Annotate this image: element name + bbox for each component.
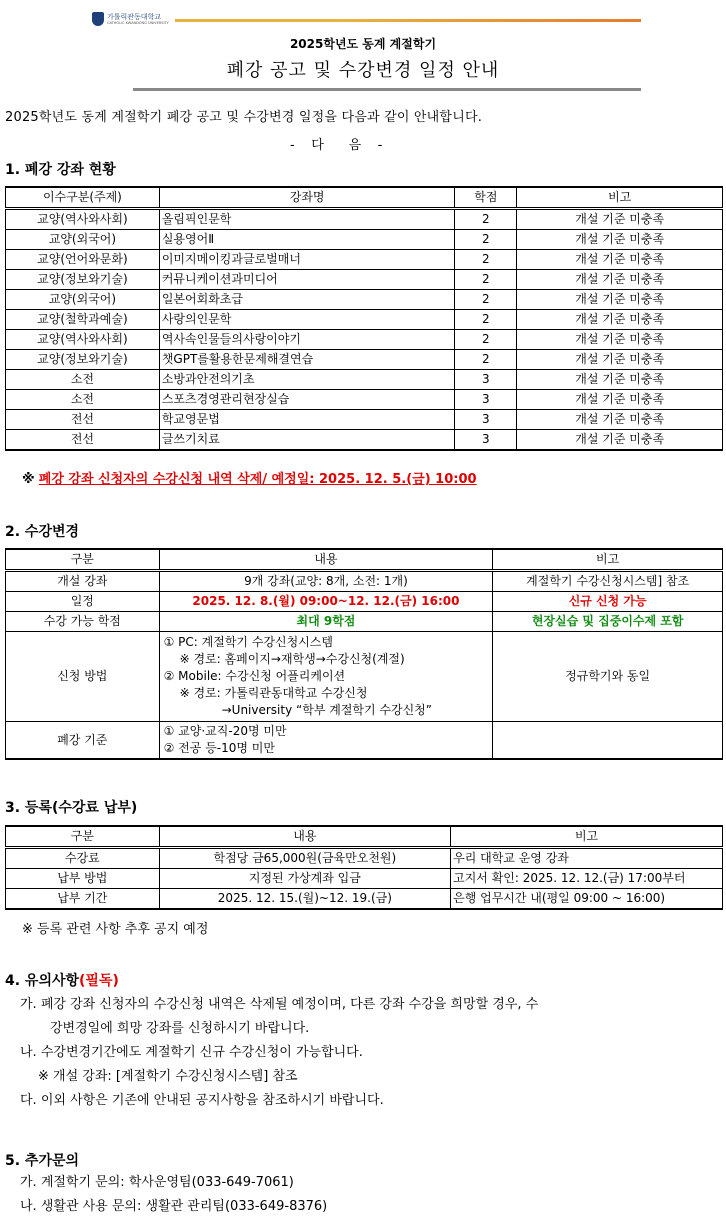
course-credits: 2 xyxy=(455,350,517,370)
must-read-label: (필독) xyxy=(79,973,119,989)
course-credits: 2 xyxy=(455,250,517,270)
closed-courses-table xyxy=(5,186,723,451)
course-note: 개설 기준 미충족 xyxy=(517,310,723,330)
course-category: 소전 xyxy=(6,370,160,390)
row-label: 신청 방법 xyxy=(6,632,160,722)
table-header-row xyxy=(6,549,723,571)
section2-heading: 2. 수강변경 xyxy=(5,524,80,540)
notice-items xyxy=(20,993,726,1113)
course-credits: 3 xyxy=(455,410,517,430)
course-category: 교양(철학과예술) xyxy=(6,310,160,330)
method-line: ※ 경로: 가톨릭관동대학교 수강신청 xyxy=(179,686,368,700)
col-header: 학점 xyxy=(455,187,517,209)
intro-text: 2025학년도 동계 계절학기 폐강 공고 및 수강변경 일정을 다음과 같이 안내합니다. xyxy=(5,110,483,125)
row-note xyxy=(493,722,723,760)
schedule-value: 2025. 12. 8.(월) 09:00~12. 12.(금) 16:00 xyxy=(159,592,493,612)
section3-heading: 3. 등록(수강료 납부) xyxy=(5,800,138,816)
header-rule xyxy=(175,19,641,22)
course-category: 전선 xyxy=(6,410,160,430)
table-header-row xyxy=(6,187,723,209)
col-header: 이수구분(주제) xyxy=(6,187,160,209)
method-line: ② Mobile: 수강신청 어플리케이션 xyxy=(163,669,346,683)
col-header: 구분 xyxy=(6,549,160,571)
course-name: 일본어회화초급 xyxy=(159,290,455,310)
course-name: 사랑의인문학 xyxy=(159,310,455,330)
course-category: 교양(외국어) xyxy=(6,290,160,310)
table-row xyxy=(6,350,723,370)
course-category: 전선 xyxy=(6,430,160,451)
table-row xyxy=(6,270,723,290)
table-header-row xyxy=(6,826,723,848)
row-label: 납부 기간 xyxy=(6,889,160,910)
table-row xyxy=(6,410,723,430)
criteria-line: ① 교양·교직-20명 미만 xyxy=(163,724,287,738)
logo-emblem-icon xyxy=(92,12,104,26)
course-note: 개설 기준 미충족 xyxy=(517,350,723,370)
dah-eum: - 다 음 - xyxy=(290,138,383,153)
table-row xyxy=(6,370,723,390)
course-credits: 2 xyxy=(455,310,517,330)
table-row xyxy=(6,290,723,310)
course-name: 글쓰기치료 xyxy=(159,430,455,451)
course-name: 이미지메이킹과글로벌매너 xyxy=(159,250,455,270)
closure-criteria-content xyxy=(159,722,493,760)
course-note: 개설 기준 미충족 xyxy=(517,250,723,270)
course-category: 교양(정보와기술) xyxy=(6,350,160,370)
course-category: 교양(역사와사회) xyxy=(6,209,160,230)
course-name: 챗GPT를활용한문제해결연습 xyxy=(159,350,455,370)
course-note: 개설 기준 미충족 xyxy=(517,330,723,350)
deletion-notice-text: 폐강 강좌 신청자의 수강신청 내역 삭제/ 예정일: 2025. 12. 5.(금) 10:00 xyxy=(38,472,477,487)
course-credits: 2 xyxy=(455,270,517,290)
course-credits: 2 xyxy=(455,230,517,250)
notice-item-b-note: ※ 개설 강좌: [계절학기 수강신청시스템] 참조 xyxy=(38,1069,298,1084)
table-row xyxy=(6,889,723,910)
col-header: 비고 xyxy=(451,826,723,848)
course-note: 개설 기준 미충족 xyxy=(517,290,723,310)
row-label: 납부 방법 xyxy=(6,869,160,889)
course-category: 교양(역사와사회) xyxy=(6,330,160,350)
registration-note: ※ 등록 관련 사항 추후 공지 예정 xyxy=(22,922,209,937)
course-name: 스포츠경영관리현장실습 xyxy=(159,390,455,410)
table-row xyxy=(6,250,723,270)
notice-mark: ※ xyxy=(22,472,35,487)
section4-heading xyxy=(5,970,119,990)
course-credits: 2 xyxy=(455,209,517,230)
credit-limit-value: 최대 9학점 xyxy=(159,612,493,632)
row-note: 우리 대학교 운영 강좌 xyxy=(451,848,723,869)
table-row xyxy=(6,869,723,889)
university-logo xyxy=(92,12,169,26)
notice-item-a: 가. 폐강 강좌 신청자의 수강신청 내역은 삭제될 예정이며, 다른 강좌 수강을 희망할 경우, 수 xyxy=(20,997,539,1012)
col-header: 비고 xyxy=(517,187,723,209)
course-note: 개설 기준 미충족 xyxy=(517,209,723,230)
row-note: 정규학기와 동일 xyxy=(493,632,723,722)
col-header: 강좌명 xyxy=(159,187,455,209)
apply-method-content xyxy=(159,632,493,722)
method-line: ※ 경로: 홈페이지→재학생→수강신청(계절) xyxy=(179,652,405,666)
col-header: 구분 xyxy=(6,826,160,848)
table-row xyxy=(6,390,723,410)
notice-item-a-cont: 강변경일에 희망 강좌를 신청하시기 바랍니다. xyxy=(50,1021,310,1036)
table-row xyxy=(6,430,723,451)
row-note: 계절학기 수강신청시스템] 참조 xyxy=(493,571,723,592)
row-note: 은행 업무시간 내(평일 09:00 ~ 16:00) xyxy=(451,889,723,910)
course-category: 교양(정보와기술) xyxy=(6,270,160,290)
notice-item-b: 나. 수강변경기간에도 계절학기 신규 수강신청이 가능합니다. xyxy=(20,1045,363,1060)
table-row xyxy=(6,632,723,722)
table-row xyxy=(6,722,723,760)
course-credits: 3 xyxy=(455,370,517,390)
course-credits: 3 xyxy=(455,430,517,451)
section1-heading: 1. 폐강 강좌 현황 xyxy=(5,162,116,178)
row-note: 고지서 확인: 2025. 12. 12.(금) 17:00부터 xyxy=(451,869,723,889)
table-row xyxy=(6,571,723,592)
course-credits: 2 xyxy=(455,330,517,350)
criteria-line: ② 전공 등-10명 미만 xyxy=(163,741,275,755)
course-name: 실용영어Ⅱ xyxy=(159,230,455,250)
course-credits: 2 xyxy=(455,290,517,310)
course-category: 교양(언어와문화) xyxy=(6,250,160,270)
course-category: 소전 xyxy=(6,390,160,410)
table-row xyxy=(6,209,723,230)
course-category: 교양(외국어) xyxy=(6,230,160,250)
method-line: →University “학부 계절학기 수강신청” xyxy=(221,703,432,717)
row-label: 수강료 xyxy=(6,848,160,869)
table-row xyxy=(6,230,723,250)
course-name: 커뮤니케이션과미디어 xyxy=(159,270,455,290)
course-credits: 3 xyxy=(455,390,517,410)
table-row xyxy=(6,592,723,612)
course-note: 개설 기준 미충족 xyxy=(517,430,723,451)
logo-english: CATHOLIC KWANDONG UNIVERSITY xyxy=(107,21,169,25)
row-content: 지정된 가상계좌 입금 xyxy=(159,869,451,889)
doc-subtitle: 2025학년도 동계 계절학기 xyxy=(289,37,437,51)
section5-heading: 5. 추가문의 xyxy=(5,1153,80,1169)
row-content: 9개 강좌(교양: 8개, 소전: 1개) xyxy=(159,571,493,592)
row-label: 수강 가능 학점 xyxy=(6,612,160,632)
table-row xyxy=(6,848,723,869)
contact-item-b: 나. 생활관 사용 문의: 생활관 관리팀(033-649-8376) xyxy=(20,1199,328,1214)
table-row xyxy=(6,612,723,632)
col-header: 비고 xyxy=(493,549,723,571)
row-label: 폐강 기준 xyxy=(6,722,160,760)
table-row xyxy=(6,330,723,350)
course-note: 개설 기준 미충족 xyxy=(517,390,723,410)
contact-item-a: 가. 계절학기 문의: 학사운영팀(033-649-7061) xyxy=(20,1175,294,1190)
row-content: 2025. 12. 15.(월)~12. 19.(금) xyxy=(159,889,451,910)
table-row xyxy=(6,310,723,330)
col-header: 내용 xyxy=(159,549,493,571)
course-change-table xyxy=(5,548,723,760)
method-line: ① PC: 계절학기 수강신청시스템 xyxy=(163,635,333,649)
course-note: 개설 기준 미충족 xyxy=(517,270,723,290)
row-label: 일정 xyxy=(6,592,160,612)
col-header: 내용 xyxy=(159,826,451,848)
schedule-note: 신규 신청 가능 xyxy=(493,592,723,612)
course-note: 개설 기준 미충족 xyxy=(517,230,723,250)
course-name: 올림픽인문학 xyxy=(159,209,455,230)
row-content: 학점당 금65,000원(금육만오천원) xyxy=(159,848,451,869)
course-name: 학교영문법 xyxy=(159,410,455,430)
notice-item-c: 다. 이외 사항은 기존에 안내된 공지사항을 참조하시기 바랍니다. xyxy=(20,1093,384,1108)
course-name: 소방과안전의기초 xyxy=(159,370,455,390)
doc-title: 폐강 공고 및 수강변경 일정 안내 xyxy=(226,60,500,81)
row-label: 개설 강좌 xyxy=(6,571,160,592)
credit-limit-note: 현장실습 및 집중이수제 포함 xyxy=(493,612,723,632)
course-name: 역사속인물들의사랑이야기 xyxy=(159,330,455,350)
deletion-notice xyxy=(22,468,477,487)
contact-items xyxy=(20,1171,327,1219)
registration-table xyxy=(5,825,723,910)
logo-name: 가톨릭관동대학교 xyxy=(107,13,162,21)
course-note: 개설 기준 미충족 xyxy=(517,410,723,430)
title-underline xyxy=(133,88,641,91)
course-note: 개설 기준 미충족 xyxy=(517,370,723,390)
section4-heading-text: 4. 유의사항 xyxy=(5,973,80,989)
